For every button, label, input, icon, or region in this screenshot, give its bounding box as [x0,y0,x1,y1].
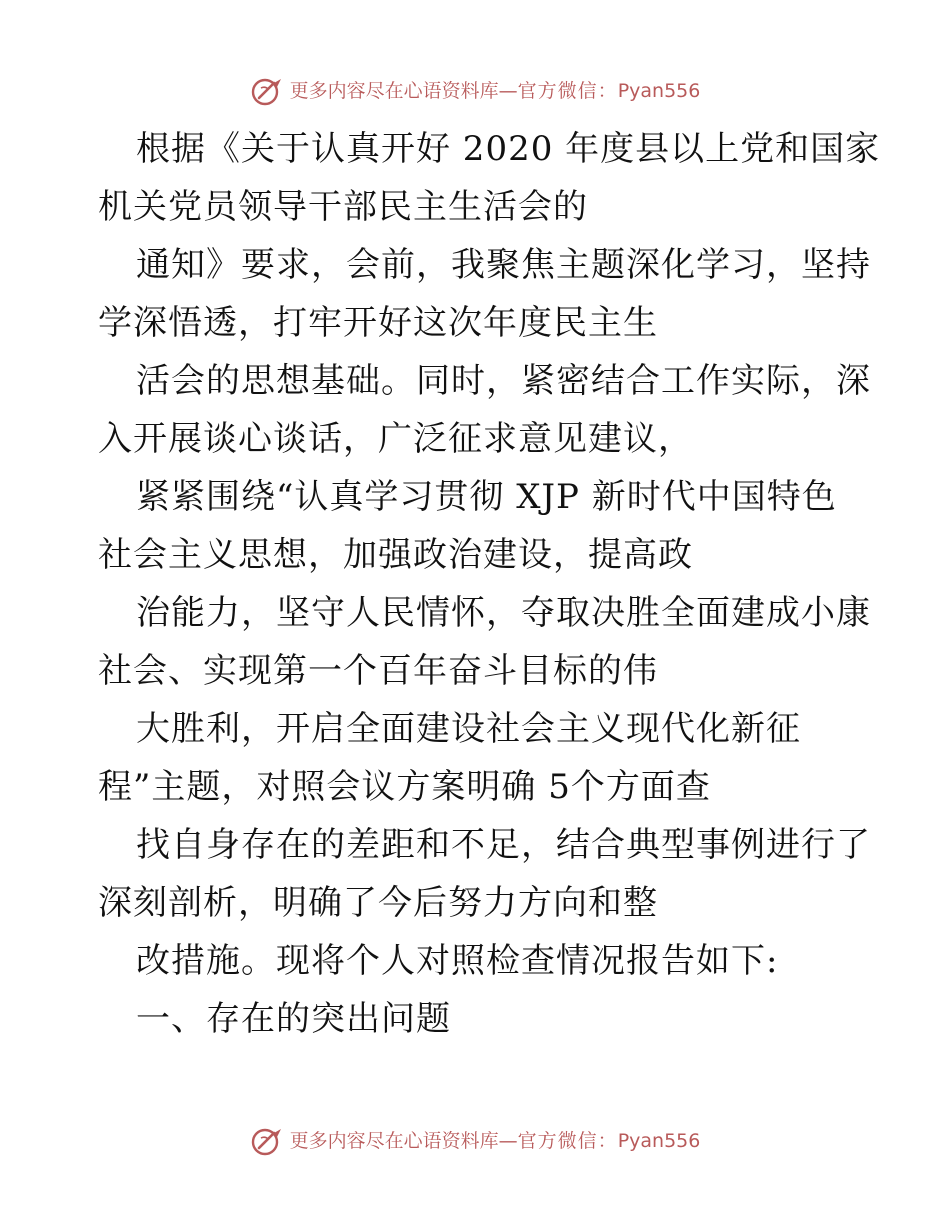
seal-logo-icon [250,76,284,106]
watermark-brand: 更多内容尽在心语资料库 [289,79,499,102]
text-line: 治能力，坚守人民情怀，夺取决胜全面建成小康 [136,593,871,633]
text-line: 入开展谈心谈话，广泛征求意见建议， [98,419,693,459]
document-body [98,120,881,1048]
watermark-label: 官方微信： [517,1129,618,1152]
text-line: 机关党员领导干部民主生活会的 [98,187,588,227]
header-watermark [0,76,950,106]
text-line: 活会的思想基础。同时，紧密结合工作实际，深 [136,361,871,401]
footer-watermark [0,1126,950,1156]
watermark-handle: Pyan556 [617,1129,701,1152]
watermark-dash: — [498,1129,518,1152]
text-line: 学深悟透，打牢开好这次年度民主生 [98,303,658,343]
text-line: 社会主义思想，加强政治建设，提高政 [98,535,693,575]
watermark-text [289,79,701,102]
watermark-handle: Pyan556 [617,79,701,102]
text-line: 根据《关于认真开好 2020 年度县以上党和国家 [136,129,881,169]
seal-logo-icon [250,1126,284,1156]
watermark-text [289,1129,701,1152]
text-line: 紧紧围绕“认真学习贯彻 XJP 新时代中国特色 [136,477,837,517]
section-heading: 一、存在的突出问题 [136,999,451,1039]
text-line: 通知》要求，会前，我聚焦主题深化学习，坚持 [136,245,871,285]
text-line: 找自身存在的差距和不足，结合典型事例进行了 [136,825,871,865]
text-line: 社会、实现第一个百年奋斗目标的伟 [98,651,658,691]
text-line: 大胜利，开启全面建设社会主义现代化新征 [136,709,801,749]
text-line: 深刻剖析，明确了今后努力方向和整 [98,883,658,923]
watermark-brand: 更多内容尽在心语资料库 [289,1129,499,1152]
text-line: 程”主题，对照会议方案明确 5个方面查 [98,767,711,807]
watermark-label: 官方微信： [517,79,618,102]
text-line: 改措施。现将个人对照检查情况报告如下: [136,941,779,981]
watermark-dash: — [498,79,518,102]
